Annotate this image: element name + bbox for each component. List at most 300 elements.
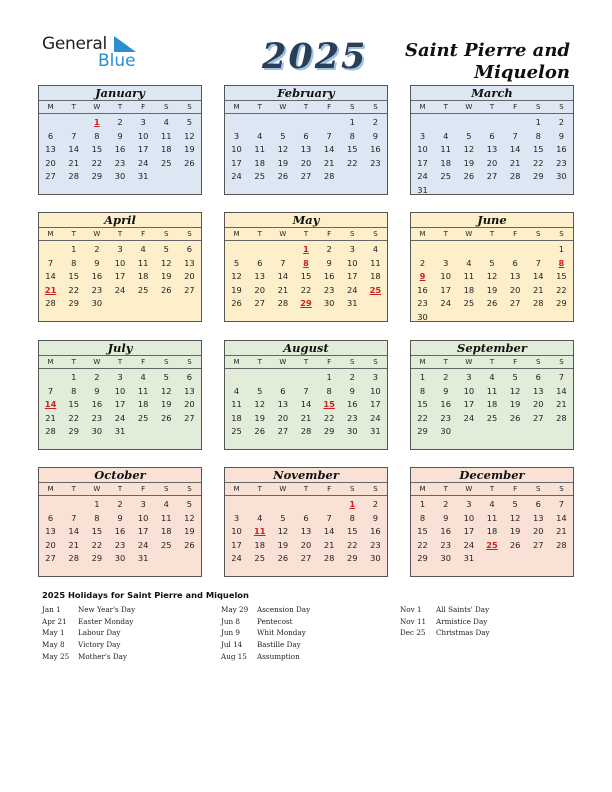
day-cell: 9	[372, 130, 379, 141]
weekday-label: T	[117, 103, 123, 111]
day-cell: 22	[556, 284, 567, 295]
day-cell: 4	[233, 385, 240, 396]
weekday-label: M	[419, 103, 426, 111]
weekday-label: S	[350, 358, 355, 366]
day-cell: 1	[326, 372, 332, 382]
day-cell: 14	[277, 271, 289, 282]
day-cell: 8	[71, 257, 77, 268]
day-cell: 8	[349, 130, 355, 141]
weekday-label: F	[327, 358, 332, 366]
day-cell: 24	[440, 298, 451, 309]
day-cell: 15	[300, 271, 312, 282]
holiday-row	[42, 616, 135, 628]
holiday-name: All Saints' Day	[436, 605, 490, 614]
holiday-column	[400, 604, 490, 639]
day-cell: 18	[160, 144, 172, 155]
weekday-label: F	[513, 485, 518, 493]
month-title: September	[411, 341, 573, 356]
empty-cell	[225, 498, 248, 512]
day-cell: 31	[114, 426, 126, 437]
day-cell: 6	[280, 385, 286, 396]
holiday-name: Victory Day	[78, 640, 121, 650]
day-cell: 5	[489, 257, 495, 268]
day-cell: 10	[114, 257, 126, 268]
day-cell: 7	[512, 130, 518, 141]
day-cell: 2	[443, 499, 449, 509]
day-cell: 2	[558, 117, 565, 127]
day-cell: 30	[440, 553, 451, 564]
day-cell: 21	[68, 539, 79, 550]
day-cell: 23	[370, 157, 381, 168]
weekday-label: T	[489, 358, 495, 366]
day-cell: 27	[277, 426, 289, 437]
day-cell: 14	[68, 526, 79, 537]
day-cell: 29	[417, 553, 428, 564]
month-title: July	[39, 341, 201, 356]
day-cell: 14	[509, 144, 521, 155]
day-cell: 24	[114, 412, 126, 423]
day-cell: 5	[512, 499, 518, 509]
day-cell: 17	[137, 526, 149, 537]
weekday-header	[39, 356, 201, 369]
day-cell: 9	[117, 512, 123, 523]
day-cell: 22	[68, 412, 79, 423]
holiday-name: New Year's Day	[78, 605, 136, 614]
country-title	[360, 40, 570, 84]
weekday-label: T	[443, 103, 448, 111]
holiday-date: Aug 15	[221, 651, 247, 661]
day-cell: 18	[254, 157, 265, 168]
day-cell: 29	[68, 426, 79, 437]
day-cell: 28	[509, 171, 521, 182]
day-cell: 12	[231, 271, 242, 282]
month-december	[410, 467, 574, 577]
day-cell: 15	[346, 526, 358, 537]
weekday-label: S	[373, 485, 378, 493]
day-cell: 4	[163, 499, 169, 509]
day-cell: 20	[184, 399, 195, 410]
day-cell: 8	[94, 130, 100, 141]
day-cell: 11	[160, 512, 172, 523]
day-cell: 7	[71, 130, 77, 141]
holiday-row	[221, 651, 310, 663]
day-cell: 5	[233, 257, 240, 268]
day-cell: 26	[254, 426, 265, 437]
weekday-header	[225, 356, 387, 369]
day-cell: 6	[535, 372, 541, 382]
day-cell: 4	[257, 512, 263, 523]
weekday-label: S	[373, 230, 378, 238]
month-july	[38, 340, 202, 450]
day-cell: 11	[137, 385, 149, 396]
day-cell: 4	[489, 499, 495, 509]
day-cell: 4	[140, 372, 146, 382]
day-cell: 24	[137, 539, 149, 550]
day-cell: 18	[486, 526, 498, 537]
day-cell: 29	[532, 171, 544, 182]
day-cell: 26	[184, 539, 195, 550]
day-cell: 16	[91, 271, 103, 282]
weekday-label: S	[559, 230, 564, 238]
day-cell: 19	[277, 157, 289, 168]
day-cell: 9	[443, 512, 449, 523]
day-cell: 10	[346, 257, 358, 268]
weekday-header	[411, 228, 573, 241]
holiday-day-cell: 8	[558, 257, 565, 268]
weekday-label: S	[559, 485, 564, 493]
day-cell: 20	[254, 284, 265, 295]
day-cell: 19	[160, 271, 172, 282]
day-cell: 2	[372, 117, 379, 127]
weekday-label: F	[513, 358, 518, 366]
day-cell: 20	[486, 157, 498, 168]
day-cell: 18	[254, 539, 265, 550]
weekday-label: T	[443, 485, 448, 493]
day-cell: 27	[300, 171, 312, 182]
day-cell: 8	[419, 385, 426, 396]
day-cell: 28	[323, 171, 335, 182]
empty-cell	[39, 498, 62, 512]
day-cell: 22	[417, 412, 428, 423]
weekday-label: M	[233, 103, 240, 111]
weekday-label: W	[279, 485, 287, 493]
day-cell: 11	[231, 399, 242, 410]
weekday-label: T	[117, 485, 123, 493]
day-cell: 4	[489, 372, 495, 382]
day-cell: 1	[349, 117, 355, 127]
day-cell: 23	[370, 539, 381, 550]
day-cell: 1	[71, 372, 77, 382]
day-cell: 3	[117, 244, 123, 254]
weekday-label: S	[536, 485, 541, 493]
day-cell: 26	[486, 298, 498, 309]
day-cell: 25	[254, 171, 265, 182]
weekday-label: T	[257, 485, 262, 493]
day-cell: 30	[91, 426, 103, 437]
holiday-row	[400, 604, 490, 616]
day-cell: 17	[346, 271, 358, 282]
weekday-label: W	[93, 485, 101, 493]
month-title: April	[39, 213, 201, 228]
day-cell: 9	[94, 385, 100, 396]
month-title: December	[411, 468, 573, 483]
day-cell: 24	[463, 412, 475, 423]
day-cell: 21	[323, 539, 335, 550]
weekday-header	[225, 101, 387, 114]
day-cell: 14	[68, 144, 79, 155]
weekday-label: M	[419, 485, 426, 493]
holiday-name: Easter Monday	[78, 616, 134, 626]
day-cell: 10	[137, 512, 149, 523]
day-cell: 25	[231, 426, 242, 437]
day-cell: 8	[326, 385, 332, 396]
day-cell: 2	[326, 244, 332, 254]
day-cell: 21	[68, 157, 79, 168]
weekday-label: S	[350, 103, 355, 111]
day-cell: 26	[160, 284, 172, 295]
days-grid	[225, 496, 387, 566]
weekday-label: T	[489, 103, 495, 111]
days-grid	[411, 241, 573, 325]
weekday-header	[411, 483, 573, 496]
day-cell: 28	[323, 553, 335, 564]
day-cell: 22	[91, 157, 103, 168]
weekday-label: T	[303, 358, 309, 366]
weekday-label: T	[257, 103, 262, 111]
empty-cell	[480, 116, 503, 130]
holiday-day-cell: 11	[253, 526, 266, 537]
holiday-date: Apr 21	[42, 616, 67, 626]
holiday-date: Jan 1	[42, 605, 61, 614]
day-cell: 15	[346, 144, 358, 155]
day-cell: 23	[440, 412, 451, 423]
day-cell: 6	[186, 244, 193, 254]
holiday-date: Nov 11	[400, 616, 427, 626]
day-cell: 10	[417, 144, 428, 155]
day-cell: 6	[512, 257, 518, 268]
day-cell: 9	[558, 130, 565, 141]
weekday-label: S	[536, 358, 541, 366]
day-cell: 17	[370, 399, 381, 410]
empty-cell	[411, 116, 434, 130]
day-cell: 1	[419, 499, 426, 509]
flag-icon	[114, 36, 136, 52]
days-grid	[411, 114, 573, 198]
month-title: June	[411, 213, 573, 228]
day-cell: 23	[91, 412, 103, 423]
empty-cell	[248, 498, 271, 512]
day-cell: 3	[349, 244, 355, 254]
empty-cell	[248, 116, 271, 130]
weekday-label: W	[465, 230, 473, 238]
holiday-row	[42, 627, 135, 639]
day-cell: 12	[254, 399, 265, 410]
month-title: February	[225, 86, 387, 101]
day-cell: 28	[68, 171, 79, 182]
empty-cell	[480, 243, 503, 257]
day-cell: 13	[277, 399, 289, 410]
empty-cell	[248, 371, 271, 385]
empty-cell	[527, 243, 550, 257]
empty-cell	[434, 116, 457, 130]
day-cell: 15	[417, 399, 428, 410]
day-cell: 26	[277, 553, 289, 564]
day-cell: 26	[160, 412, 172, 423]
holiday-name: Assumption	[257, 651, 300, 661]
holidays-title: 2025 Holidays for Saint Pierre and Miquelon	[42, 590, 249, 600]
days-grid	[225, 369, 387, 439]
holiday-row	[221, 616, 310, 628]
day-cell: 3	[466, 499, 472, 509]
day-cell: 27	[45, 171, 56, 182]
weekday-label: T	[303, 103, 309, 111]
holiday-day-cell: 29	[300, 298, 312, 309]
day-cell: 31	[137, 171, 149, 182]
day-cell: 22	[300, 284, 312, 295]
day-cell: 20	[300, 157, 312, 168]
month-january	[38, 85, 202, 195]
day-cell: 3	[419, 130, 426, 141]
weekday-label: S	[187, 485, 192, 493]
day-cell: 7	[558, 372, 565, 382]
empty-cell	[294, 371, 317, 385]
weekday-label: S	[559, 358, 564, 366]
day-cell: 25	[160, 157, 172, 168]
holiday-day-cell: 1	[349, 499, 356, 509]
day-cell: 22	[346, 539, 358, 550]
weekday-label: W	[279, 103, 287, 111]
holiday-day-cell: 8	[303, 257, 309, 268]
day-cell: 21	[509, 157, 521, 168]
day-cell: 15	[68, 399, 79, 410]
holiday-day-cell: 25	[369, 284, 382, 295]
holiday-name: Mother's Day	[78, 651, 127, 661]
day-cell: 25	[254, 553, 265, 564]
weekday-label: M	[47, 103, 54, 111]
empty-cell	[271, 243, 294, 257]
weekday-label: W	[279, 230, 287, 238]
weekday-label: F	[327, 485, 332, 493]
holiday-day-cell: 1	[303, 244, 309, 254]
day-cell: 3	[466, 372, 472, 382]
weekday-header	[39, 228, 201, 241]
empty-cell	[294, 498, 317, 512]
weekday-label: F	[141, 103, 146, 111]
day-cell: 5	[163, 372, 169, 382]
weekday-label: S	[187, 358, 192, 366]
day-cell: 18	[137, 399, 149, 410]
day-cell: 4	[163, 117, 169, 127]
day-cell: 4	[372, 244, 379, 254]
empty-cell	[225, 243, 248, 257]
weekday-label: M	[47, 485, 54, 493]
day-cell: 21	[323, 157, 335, 168]
day-cell: 22	[91, 539, 103, 550]
day-cell: 23	[346, 412, 358, 423]
day-cell: 28	[68, 553, 79, 564]
weekday-label: W	[279, 358, 287, 366]
holiday-name: Christmas Day	[436, 628, 490, 638]
day-cell: 26	[277, 171, 289, 182]
day-cell: 14	[45, 271, 56, 282]
brand-logo	[42, 34, 142, 74]
day-cell: 7	[535, 257, 541, 268]
month-march	[410, 85, 574, 195]
weekday-label: T	[71, 485, 76, 493]
day-cell: 2	[117, 499, 123, 509]
day-cell: 3	[140, 117, 146, 127]
day-cell: 12	[509, 385, 521, 396]
empty-cell	[434, 243, 457, 257]
weekday-label: M	[47, 230, 54, 238]
empty-cell	[457, 243, 480, 257]
day-cell: 14	[323, 526, 335, 537]
day-cell: 12	[277, 526, 289, 537]
day-cell: 22	[417, 539, 428, 550]
day-cell: 5	[186, 499, 193, 509]
day-cell: 28	[277, 298, 289, 309]
day-cell: 6	[186, 372, 193, 382]
day-cell: 7	[71, 512, 77, 523]
day-cell: 16	[346, 399, 358, 410]
day-cell: 29	[91, 553, 103, 564]
holiday-row	[42, 639, 135, 651]
holiday-row	[221, 604, 310, 616]
day-cell: 29	[68, 298, 79, 309]
month-june	[410, 212, 574, 322]
day-cell: 7	[280, 257, 286, 268]
day-cell: 3	[140, 499, 146, 509]
day-cell: 17	[463, 399, 475, 410]
day-cell: 25	[486, 412, 498, 423]
holiday-name: Pentecost	[257, 616, 293, 626]
day-cell: 1	[558, 244, 565, 254]
day-cell: 16	[370, 144, 381, 155]
holiday-date: May 1	[42, 628, 65, 638]
days-grid	[39, 241, 201, 311]
day-cell: 19	[254, 412, 265, 423]
day-cell: 23	[114, 157, 126, 168]
day-cell: 8	[349, 512, 355, 523]
day-cell: 15	[556, 271, 567, 282]
day-cell: 20	[45, 157, 56, 168]
day-cell: 12	[160, 257, 172, 268]
empty-cell	[271, 498, 294, 512]
days-grid	[39, 369, 201, 439]
day-cell: 6	[303, 512, 309, 523]
holiday-day-cell: 14	[44, 399, 57, 410]
month-april	[38, 212, 202, 322]
day-cell: 21	[532, 284, 544, 295]
weekday-header	[225, 483, 387, 496]
day-cell: 30	[556, 171, 567, 182]
day-cell: 10	[231, 144, 242, 155]
day-cell: 1	[94, 499, 100, 509]
weekday-label: T	[117, 230, 123, 238]
day-cell: 10	[463, 385, 475, 396]
day-cell: 30	[114, 171, 126, 182]
weekday-label: S	[350, 230, 355, 238]
day-cell: 2	[94, 244, 100, 254]
day-cell: 10	[440, 271, 451, 282]
weekday-label: F	[327, 103, 332, 111]
day-cell: 10	[137, 130, 149, 141]
day-cell: 29	[417, 426, 428, 437]
day-cell: 3	[233, 130, 240, 141]
day-cell: 18	[137, 271, 149, 282]
holiday-row	[42, 604, 135, 616]
day-cell: 29	[556, 298, 567, 309]
day-cell: 8	[535, 130, 541, 141]
weekday-label: T	[489, 230, 495, 238]
day-cell: 18	[486, 399, 498, 410]
month-november	[224, 467, 388, 577]
day-cell: 14	[323, 144, 335, 155]
holiday-day-cell: 21	[44, 284, 57, 295]
day-cell: 11	[440, 144, 451, 155]
day-cell: 4	[140, 244, 146, 254]
day-cell: 16	[417, 284, 428, 295]
day-cell: 1	[535, 117, 541, 127]
day-cell: 31	[346, 298, 358, 309]
day-cell: 16	[91, 399, 103, 410]
day-cell: 31	[370, 426, 381, 437]
day-cell: 21	[277, 284, 289, 295]
day-cell: 21	[45, 412, 56, 423]
day-cell: 17	[114, 271, 126, 282]
weekday-label: T	[257, 358, 262, 366]
day-cell: 10	[231, 526, 242, 537]
